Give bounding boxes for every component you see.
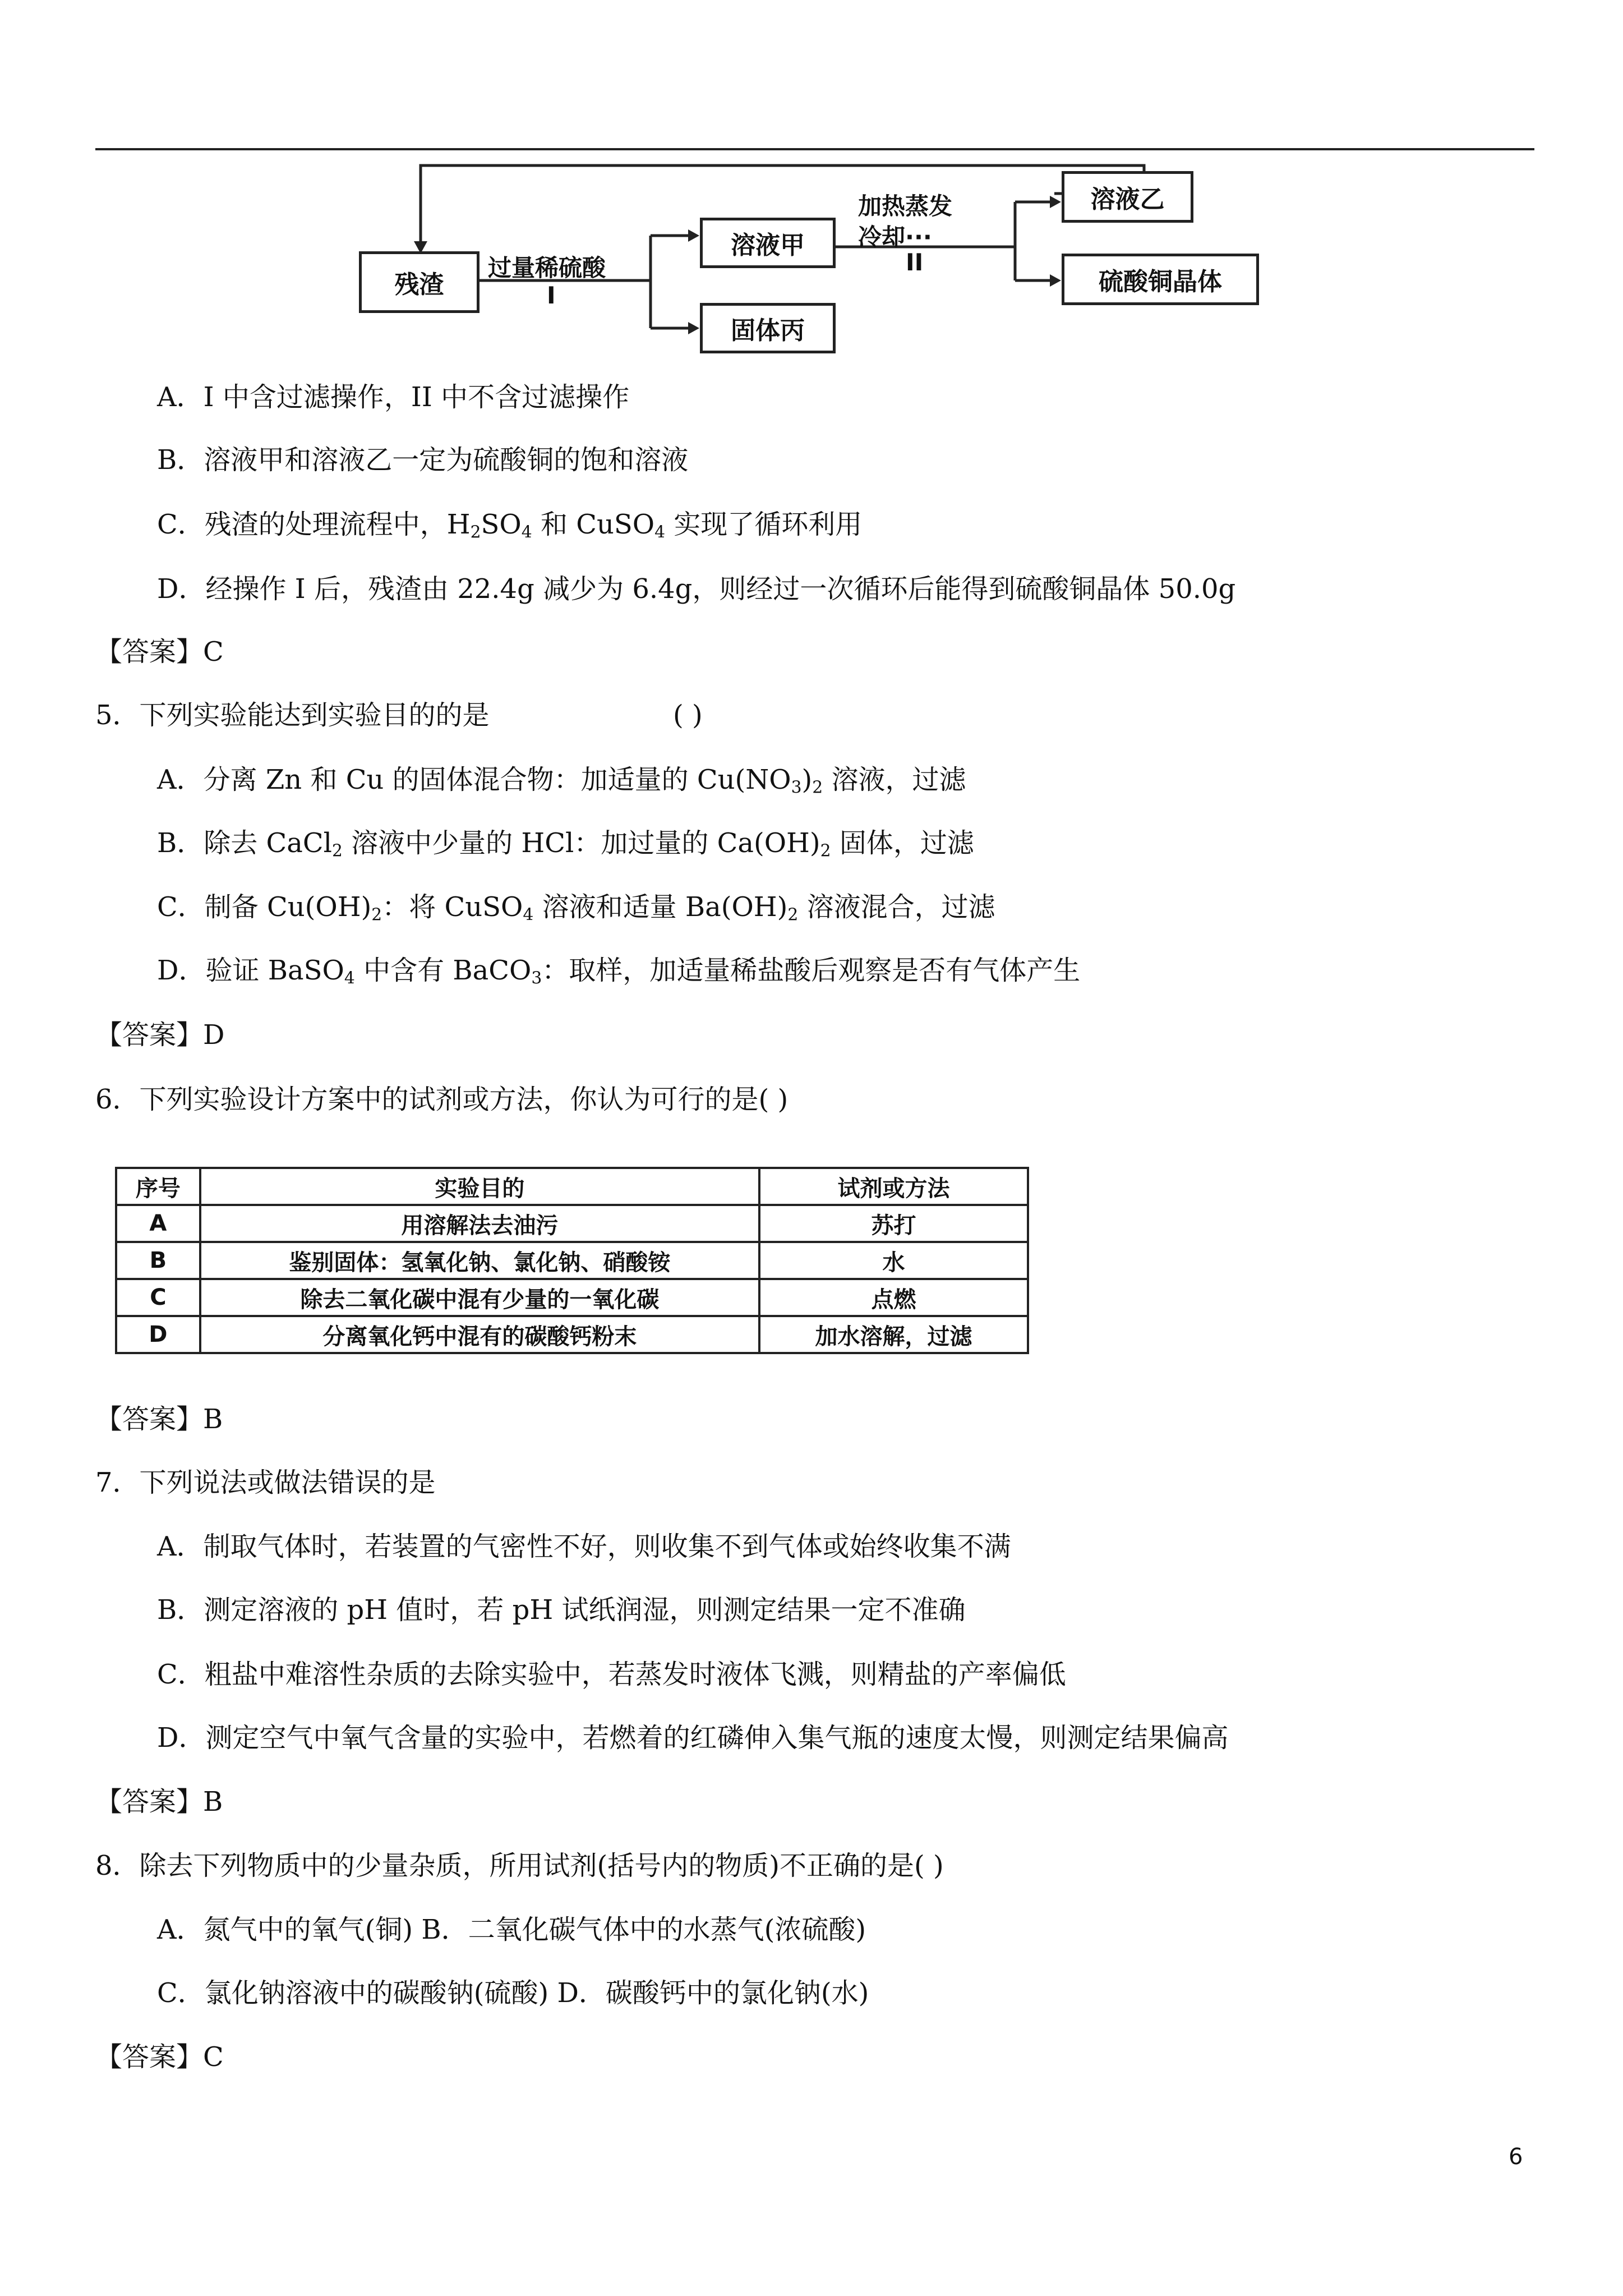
arrow-right-icon [1050,274,1061,287]
q5-option-a: A．分离 Zn 和 Cu 的固体混合物：加适量的 $Cu(NO_3)_2$ 溶液，过滤 [157,764,966,798]
page-number: 6 [1509,2144,1523,2170]
q4-option-a: A．I 中含过滤操作，II 中不含过滤操作 [157,381,630,413]
q5-answer-paren: ( ) [673,700,703,731]
table-cell: 点燃 [759,1279,1028,1316]
table-cell: A [116,1205,200,1242]
box-solution-b: 溶液乙 [1062,171,1193,223]
table-header-row [116,1168,1028,1205]
box-residue: 残渣 [359,251,479,313]
table-cell: 除去二氧化碳中混有少量的一氧化碳 [200,1279,759,1316]
q4-option-d: D．经操作 I 后，残渣由 22.4g 减少为 6.4g，则经过一次循环后能得到硫酸铜晶体 50.0g [157,573,1236,605]
q6-stem: 6．下列实验设计方案中的试剂或方法，你认为可行的是( ) [95,1084,789,1115]
table-cell: C [116,1279,200,1316]
q5-stem: 5．下列实验能达到实验目的的是 [95,700,490,731]
q5-option-b: B．除去 CaCl$_2$ 溶液中少量的 HCl：加过量的 $Ca(OH)_2$ 固体，过滤 [157,827,974,861]
table-header: 试剂或方法 [759,1168,1028,1205]
box-solution-a: 溶液甲 [700,218,836,268]
table-header: 序号 [116,1168,200,1205]
q7-option-a: A．制取气体时，若装置的气密性不好，则收集不到气体或始终收集不满 [157,1531,1011,1562]
table-cell: B [116,1242,200,1279]
q8-stem: 8．除去下列物质中的少量杂质，所用试剂(括号内的物质)不正确的是( ) [95,1850,944,1881]
table-cell: 鉴别固体：氢氧化钠、氯化钠、硝酸铵 [200,1242,759,1279]
q7-option-b: B．测定溶液的 pH 值时，若 pH 试纸润湿，则测定结果一定不准确 [157,1594,966,1626]
q4-option-b: B．溶液甲和溶液乙一定为硫酸铜的饱和溶液 [157,444,689,476]
table-cell: 分离氧化钙中混有的碳酸钙粉末 [200,1316,759,1353]
q7-option-d: D．测定空气中氧气含量的实验中，若燃着的红磷伸入集气瓶的速度太慢，则测定结果偏高 [157,1722,1229,1754]
table-row [116,1242,1028,1279]
q8-answer: 【答案】C [95,2041,224,2073]
table-cell: D [116,1316,200,1353]
table-cell: 水 [759,1242,1028,1279]
q7-stem: 7．下列说法或做法错误的是 [95,1467,436,1498]
box-crystal: 硫酸铜晶体 [1062,254,1259,305]
q7-answer: 【答案】B [95,1786,223,1818]
q5-option-d: D．验证 BaSO$_4$ 中含有 BaCO$_3$：取样，加适量稀盐酸后观察是否有气体产生 [157,955,1081,988]
q8-options-cd: C．氯化钠溶液中的碳酸钠(硫酸) D．碳酸钙中的氯化钠(水) [157,1977,869,2009]
step2-label-1: 加热蒸发 [858,192,953,220]
table-header: 实验目的 [200,1168,759,1205]
table-row [116,1279,1028,1316]
table-cell: 苏打 [759,1205,1028,1242]
table-cell: 加水溶解，过滤 [759,1316,1028,1353]
q4-option-c: C．残渣的处理流程中，$H_2SO_4$ 和 CuSO$_4$ 实现了循环利用 [157,509,863,542]
table-row [116,1316,1028,1353]
step1-label: 过量稀硫酸 [488,254,606,282]
table-cell: 用溶解法去油污 [200,1205,759,1242]
q7-option-c: C．粗盐中难溶性杂质的去除实验中，若蒸发时液体飞溅，则精盐的产率偏低 [157,1659,1066,1690]
box-solid-c: 固体丙 [700,303,836,353]
arrow-right-icon [1050,196,1061,208]
step2-number: II [906,249,924,276]
arrow-right-icon [688,322,699,334]
table-row [116,1205,1028,1242]
q8-options-ab: A．氮气中的氧气(铜) B．二氧化碳气体中的水蒸气(浓硫酸) [157,1914,866,1945]
arrow-right-icon [688,229,699,242]
step1-number: I [547,282,556,309]
experiment-table [115,1167,1029,1354]
step2-label-2: 冷却··· [858,223,932,251]
q6-answer: 【答案】B [95,1404,223,1435]
q4-answer: 【答案】C [95,636,224,668]
q5-option-c: C．制备 $Cu(OH)_2$：将 CuSO$_4$ 溶液和适量 $Ba(OH)_2$ 溶液混合，过滤 [157,891,995,925]
q5-answer: 【答案】D [95,1019,225,1051]
